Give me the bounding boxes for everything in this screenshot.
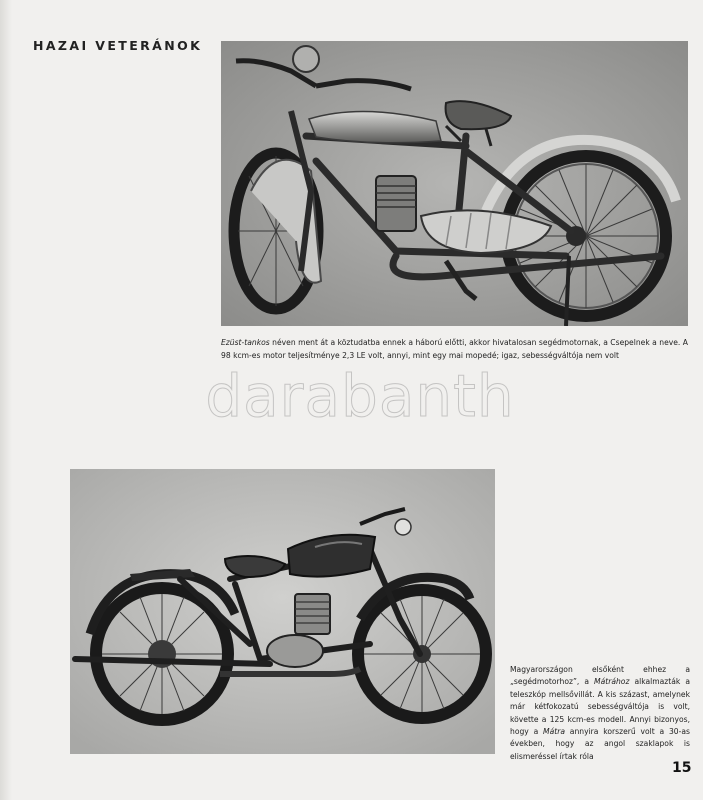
caption-matra [510,664,690,763]
photo-csepel-moped [221,41,688,326]
watermark: darabanth [205,362,515,430]
caption-matra-part1: Magyarországon elsőként ehhez a „segédmotorhoz”, a [510,665,690,687]
caption-matra-part3: annyira korszerű volt a 30-as években, hogy az angol szaklapok is elismeréssel írtak róla [510,727,690,761]
caption-matra-part2: alkalmazták a teleszkóp mellsővillát. A kis százast, amelynek már kétfokozatú sebességváltója is volt, követte a 125 kcm-es modell. Annyi bizonyos, hogy a [510,677,690,737]
section-heading: HAZAI VETERÁNOK [33,38,203,53]
caption-matra-italic2: Mátra [543,727,565,737]
photo-matra-motorcycle [70,469,495,754]
page-fold-shadow [0,0,12,800]
page-number: 15 [672,760,692,776]
caption-matra-italic1: Mátrához [594,677,630,687]
caption-csepel-italic: Ezüst-tankos [221,338,270,347]
caption-csepel [221,336,688,362]
caption-csepel-text: néven ment át a köztudatba ennek a háború előtti, akkor hivatalosan segédmotornak, a Csepelnek a neve. A 98 kcm-es motor teljesítménye 2,3 LE volt, annyi, mint egy mai mopedé; igaz, sebességváltója nem volt [221,338,688,360]
